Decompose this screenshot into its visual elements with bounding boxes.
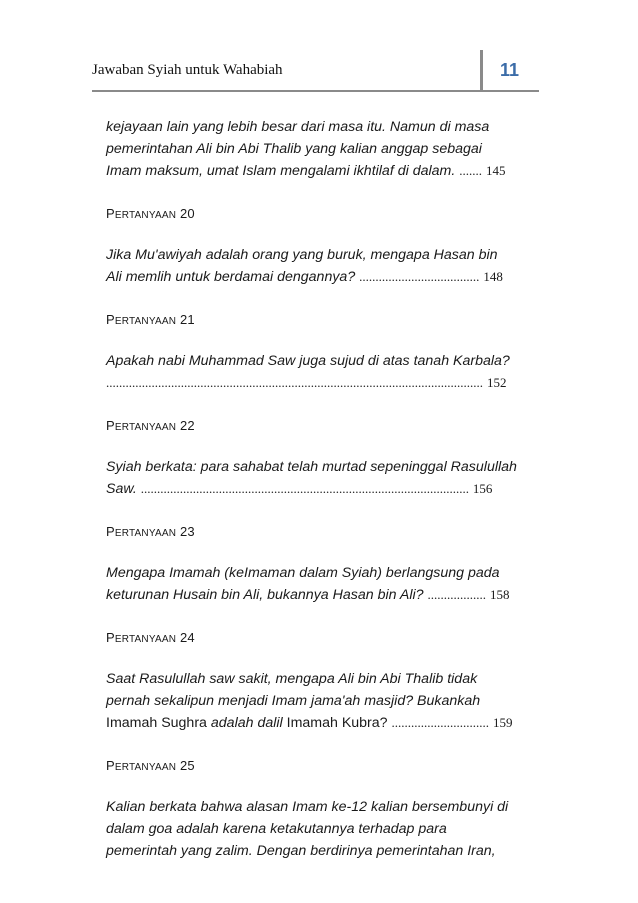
header-divider: [480, 50, 483, 90]
leader-dots: .......: [459, 163, 482, 178]
entry-line: pemerintahan Ali bin Abi Thalib yang kalian anggap sebagai: [106, 141, 482, 157]
entry-line: kejayaan lain yang lebih besar dari masa itu. Namun di masa: [106, 119, 490, 135]
leader-dots: .....................................................................................................: [140, 481, 469, 496]
entry-text: adalah dalil: [206, 715, 287, 731]
question-heading: PERTANYAAN 25: [106, 758, 195, 773]
entry-text: keturunan Husain bin Ali, bukannya Hasan bin Ali?: [106, 587, 424, 603]
toc-entry: [106, 668, 534, 734]
entry-last-line: [106, 160, 534, 182]
toc-entry: [106, 244, 534, 288]
entry-page: 145: [485, 163, 506, 178]
entry-line: Syiah berkata: para sahabat telah murtad sepeninggal Rasulullah: [106, 459, 517, 475]
entry-last-line: [106, 372, 534, 394]
toc-entry: [106, 796, 534, 862]
entry-page: 158: [489, 587, 510, 602]
entry-line: Kalian berkata bahwa alasan Imam ke-12 kalian bersembunyi di: [106, 799, 509, 815]
question-heading: PERTANYAAN 23: [106, 524, 195, 539]
entry-text: Saw.: [106, 481, 137, 497]
leader-dots: .....................................: [359, 269, 480, 284]
entry-page: 148: [483, 269, 503, 284]
entry-line: pernah sekalipun menjadi Imam jama'ah masjid? Bukankah: [106, 693, 481, 709]
entry-text: Imam maksum, umat Islam mengalami ikhtilaf di dalam.: [106, 163, 456, 179]
header-title: Jawaban Syiah untuk Wahabiah: [92, 62, 283, 78]
entry-text: Ali memlih untuk berdamai dengannya?: [106, 269, 356, 285]
entry-line: Saat Rasulullah saw sakit, mengapa Ali bin Abi Thalib tidak: [106, 671, 478, 687]
leader-dots: ..................: [427, 587, 487, 602]
entry-last-line: [106, 712, 534, 734]
question-heading: PERTANYAAN 24: [106, 630, 195, 645]
toc-entry-continued: [106, 116, 534, 182]
entry-page: 152: [486, 375, 507, 390]
running-header: [92, 50, 539, 94]
question-heading: PERTANYAAN 21: [106, 312, 195, 327]
toc-content: [106, 116, 534, 862]
entry-line: dalam goa adalah karena ketakutannya terhadap para: [106, 821, 447, 837]
entry-page: 156: [472, 481, 493, 496]
header-rule: [92, 90, 539, 92]
page-number: 11: [500, 60, 520, 80]
entry-last-line: [106, 584, 534, 606]
toc-entry: [106, 562, 534, 606]
toc-entry: [106, 350, 534, 394]
entry-line: Jika Mu'awiyah adalah orang yang buruk, mengapa Hasan bin: [106, 247, 498, 263]
toc-entry: [106, 456, 534, 500]
entry-line: Mengapa Imamah (keImaman dalam Syiah) berlangsung pada: [106, 565, 500, 581]
question-heading: PERTANYAAN 20: [106, 206, 195, 221]
leader-dots: ..............................: [391, 715, 490, 730]
entry-last-line: [106, 478, 534, 500]
entry-last-line: [106, 266, 534, 288]
leader-dots: ....................................................................................................................: [106, 375, 483, 390]
entry-text: Imamah Sughra: [106, 715, 207, 731]
entry-line: pemerintah yang zalim. Dengan berdirinya pemerintahan Iran,: [106, 843, 496, 859]
entry-page: 159: [492, 715, 513, 730]
entry-text: Imamah Kubra?: [286, 715, 388, 731]
question-heading: PERTANYAAN 22: [106, 418, 195, 433]
entry-line: Apakah nabi Muhammad Saw juga sujud di atas tanah Karbala?: [106, 353, 510, 369]
